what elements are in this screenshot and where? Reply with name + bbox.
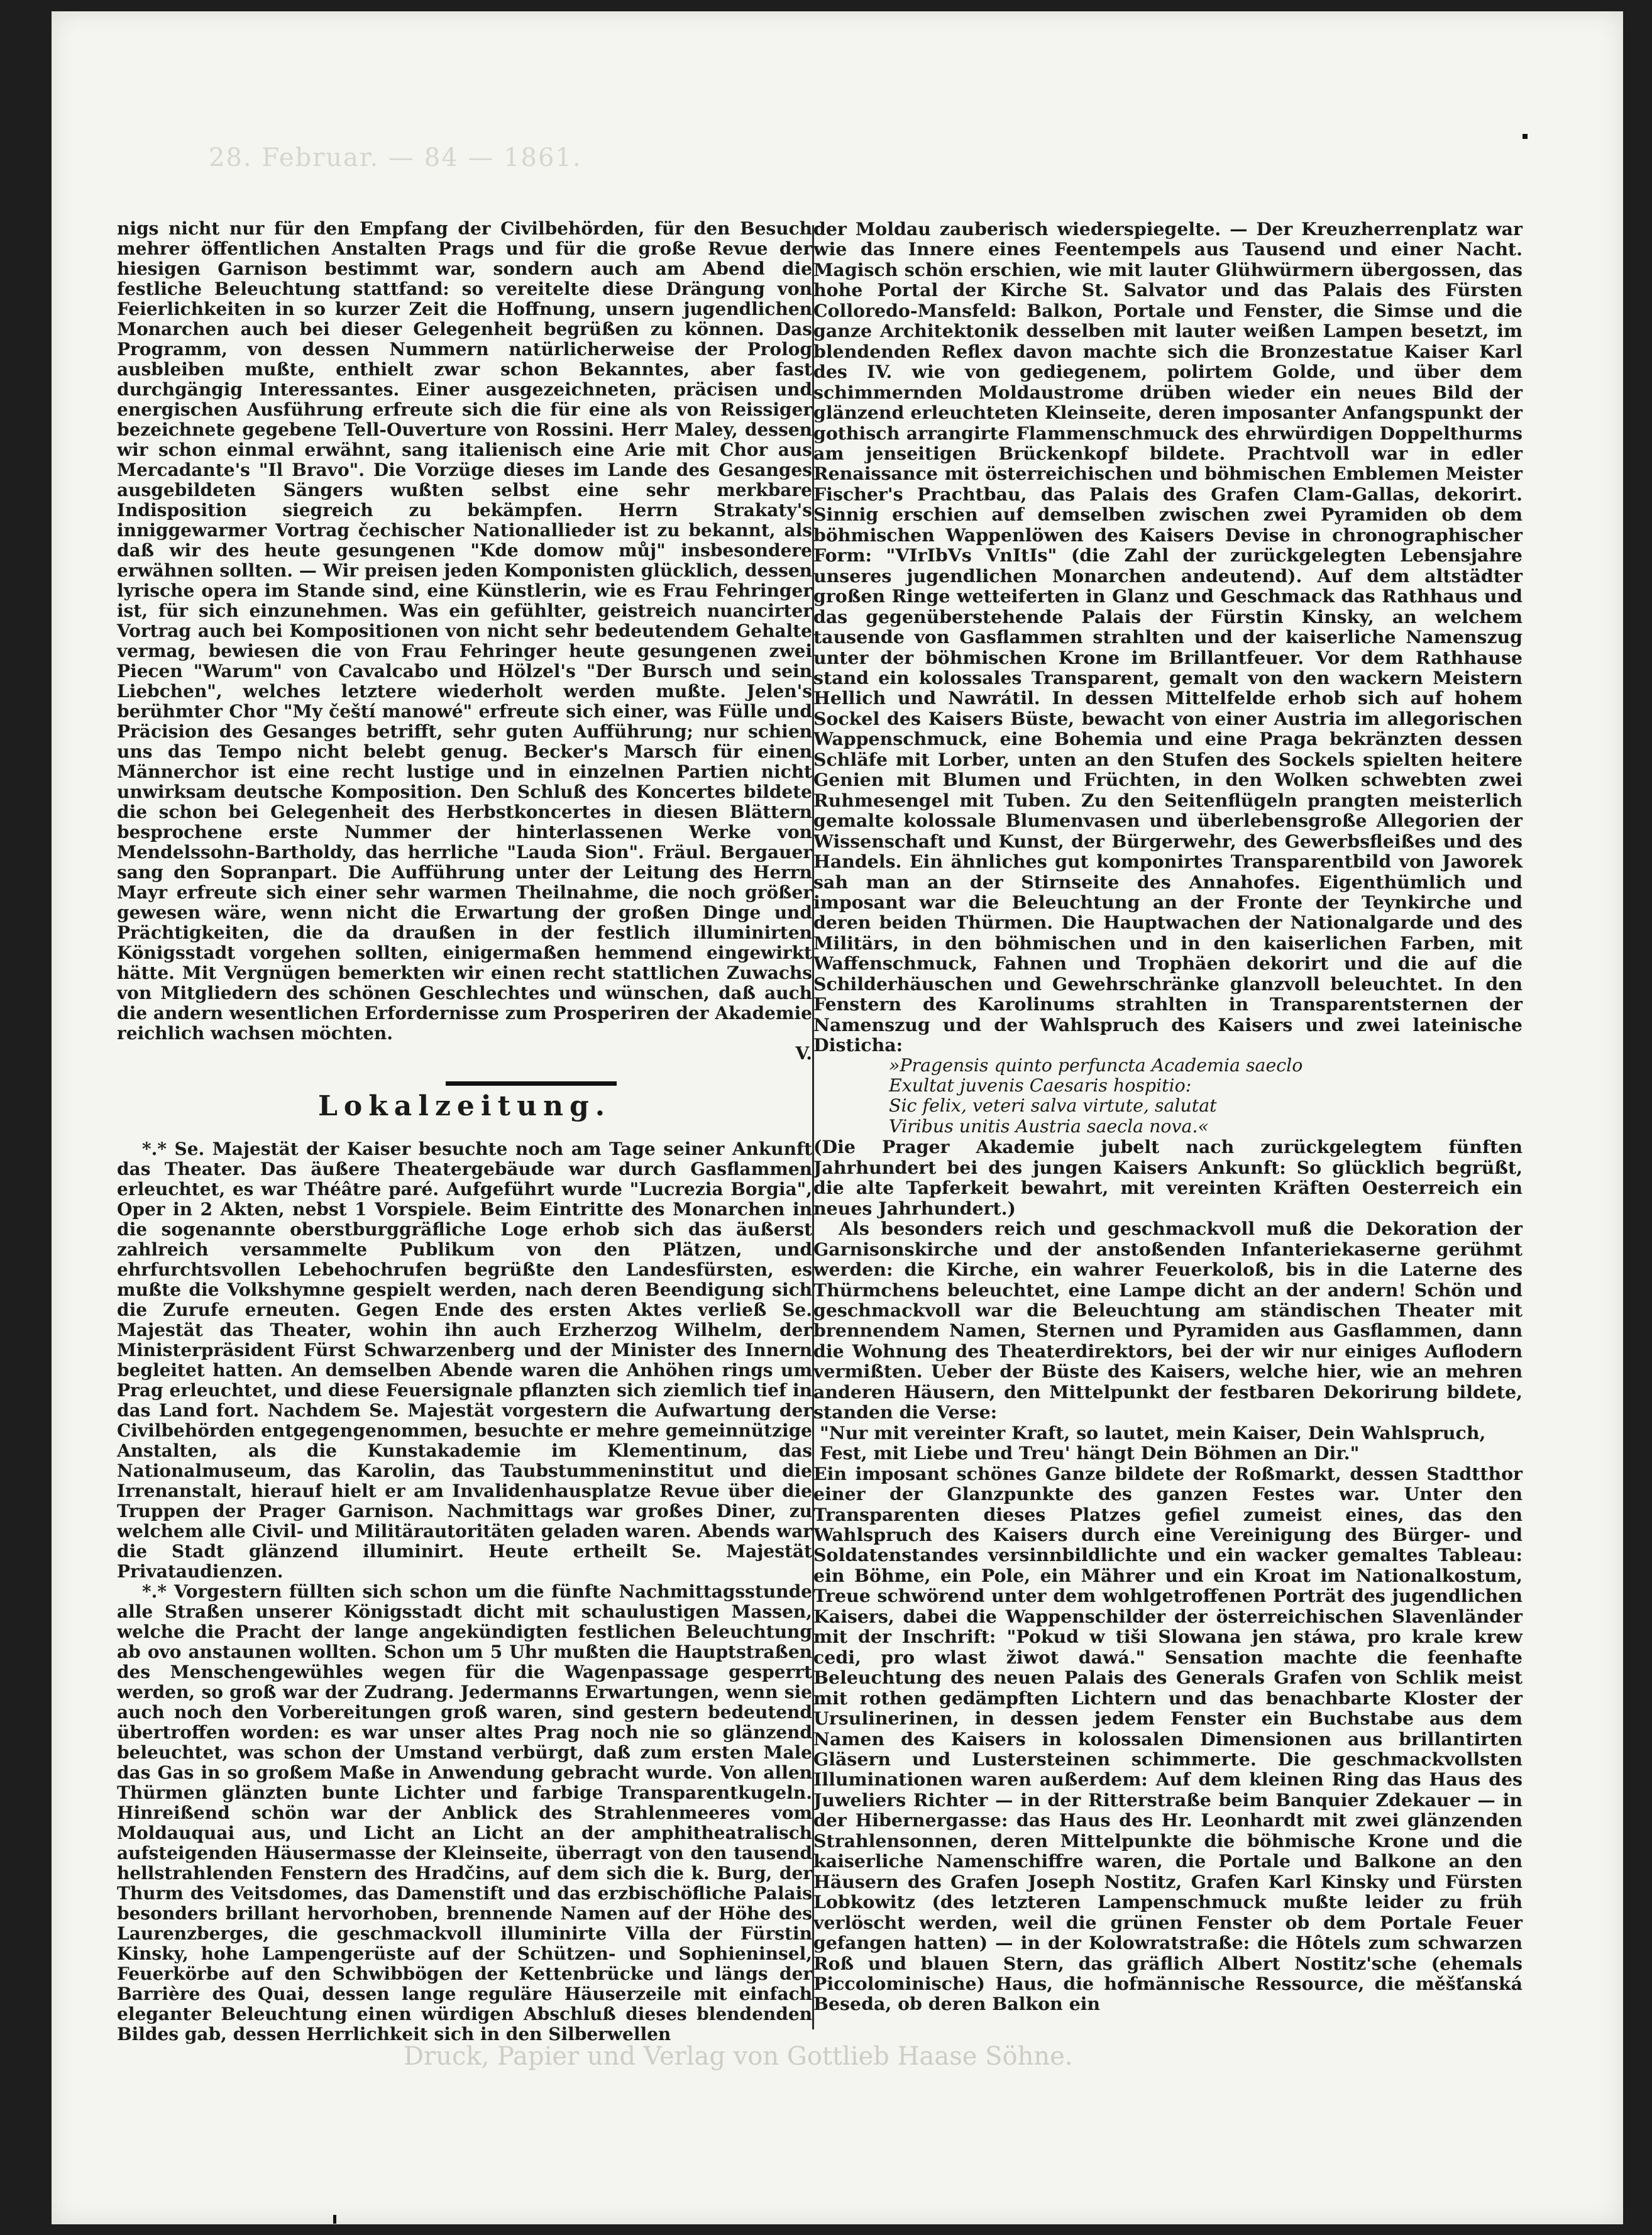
margin-speck (1523, 134, 1528, 139)
right-column (813, 219, 1523, 2014)
latin-verse-line: »Pragensis quinto perfuncta Academia saeclo (889, 1054, 1303, 1076)
concert-review-continuation: nigs nicht nur für den Empfang der Civilbehörden, für den Besuch mehrer öffentlichen Anstalten Prags und für die große Revue der hiesigen Garnison bestimmt war, sondern auch am Abend die festliche Beleuchtung stattfand: so vereitelte diese Drängung von Feierlichkeiten in so kurzer Zeit die Hoffnung, unsern jugendlichen Monarchen auch bei dieser Gelegenheit begrüßen zu können. Das Programm, von dessen Nummern natürlicherweise der Prolog ausbleiben mußte, enthielt zwar schon Bekanntes, aber fast durchgängig Interessantes. Einer ausgezeichneten, präcisen und energischen Ausführung erfreute sich die für eine als von Reissiger bezeichnete gegebene Tell-Ouverture von Rossini. Herr Maley, dessen wir schon einmal erwähnt, sang italienisch eine Arie mit Chor aus Mercadante's "Il Bravo". Die Vorzüge dieses im Lande des Gesanges ausgebildeten Sängers wußten selbst eine sehr merkbare Indisposition siegreich zu bekämpfen. Herrn Strakaty's inniggewarmer Vortrag čechischer Nationallieder ist zu bekannt, als daß wir des heute gesungenen "Kde domow můj" insbesondere erwähnen sollten. — Wir preisen jeden Komponisten glücklich, dessen lyrische opera im Stande sind, eine Künstlerin, wie es Frau Fehringer ist, für sich einzunehmen. Was ein gefühlter, geistreich nuancirter Vortrag auch bei Kompositionen von nicht sehr bedeutendem Gehalte vermag, bewiesen die von Frau Fehringer heute gesungenen zwei Piecen "Warum" von Cavalcabo und Hölzel's "Der Bursch und sein Liebchen", welches letztere wiederholt werden mußte. Jelen's berühmter Chor "My čeští manowé" erfreute sich einer, was Fülle und Präcision des Gesanges betrifft, sehr guten Aufführung; nur schien uns das Tempo nicht belebt genug. Becker's Marsch für einen Männerchor ist eine recht lustige und in einzelnen Partien nicht unwirksam deutsche Komposition. Den Schluß des Koncertes bildete die schon bei Gelegenheit des Herbstkoncertes in diesen Blättern besprochene erste Nummer der hinterlassenen Werke von Mendelssohn-Bartholdy, das herrliche "Lauda Sion". Fräul. Bergauer sang den Sopranpart. Die Aufführung unter der Leitung des Herrn Mayr erfreute sich einer sehr warmen Theilnahme, die noch größer gewesen wäre, wenn nicht die Erwartung der großen Dinge und Prächtigkeiten, die da draußen in der festlich illuminirten Königsstadt vorgehen sollten, einigermaßen hemmend eingewirkt hätte. Mit Vergnügen bemerkten wir einen recht stattlichen Zuwachs von Mitgliedern des schönen Geschlechtes und wünschen, daß auch die andern wesentlichen Erfordernisse zum Prosperiren der Akademie reichlich wachsen möchten. (117, 218, 812, 1044)
article-paragraph: *.* Vorgestern füllten sich schon um die fünfte Nachmittagsstunde alle Straßen unserer Königsstadt dicht mit schaulustigen Massen, welche die Pracht der lange angekündigten festlichen Beleuchtung ab ovo anstaunen wollten. Schon um 5 Uhr mußten die Hauptstraßen des Menschengewühles wegen für die Wagenpassage gesperrt werden, so groß war der Zudrang. Jedermanns Erwartungen, wenn sie auch noch den Vorbereitungen groß waren, sind gestern bedeutend übertroffen worden: es war unser altes Prag noch nie so glänzend beleuchtet, was schon der Umstand verbürgt, daß zum ersten Male das Gas in so großem Maße in Anwendung gebracht wurde. Von allen Thürmen glänzten bunte Lichter und farbige Transparentkugeln. Hinreißend schön war der Anblick des Strahlenmeeres vom Moldauquai aus, und Licht an Licht an der amphitheatralisch aufsteigenden Häusermasse der Kleinseite, überragt von den tausend hellstrahlenden Fenstern des Hradčins, auf dem sich die k. Burg, der Thurm des Veitsdomes, das Damenstift und das erzbischöfliche Palais besonders brillant hervorhoben, brennende Namen auf der Höhe des Laurenzberges, die geschmackvoll illuminirte Villa der Fürstin Kinsky, hohe Lampengerüste auf der Schützen- und Sophieninsel, Feuerkörbe auf den Schwibbögen der Kettenbrücke und längs der Barrière des Quai, dessen lange reguläre Häuserzeile mit einfach eleganter Beleuchtung einen würdigen Abschluß dieses blendenden Bildes gab, dessen Herrlichkeit sich in den Silberwellen (117, 1581, 812, 2045)
latin-verse-line: Viribus unitis Austria saecla nova.« (889, 1115, 1209, 1137)
newspaper-page (52, 11, 1623, 2224)
section-rule (446, 1081, 617, 1086)
show-through-header: 28. Februar. — 84 — 1861. (209, 143, 582, 172)
section-title: Lokalzeitung. (317, 1090, 612, 1122)
translation-note: (Die Prager Akademie jubelt nach zurückgelegtem fünften Jahrhundert bei des jungen Kaisers Ankunft: So glücklich begrüßt, die alte Tapferkeit bewahrt, mit vereinten Kräften Oesterreich ein neues Jahrhundert.) (813, 1136, 1523, 1219)
latin-verse-line: Sic felix, veteri salva virtute, salutat (889, 1095, 1217, 1117)
section-header (117, 1064, 812, 1139)
article-paragraph: *.* Se. Majestät der Kaiser besuchte noch am Tage seiner Ankunft das Theater. Das äußere Theatergebäude war durch Gasflammen erleuchtet, es war Théâtre paré. Aufgeführt wurde "Lucrezia Borgia", Oper in 2 Akten, nebst 1 Vorspiele. Beim Eintritte des Monarchen in die sogenannte oberstburggräfliche Loge erhob sich das äußerst zahlreich versammelte Publikum von den Plätzen, und ehrfurchtsvollen Lebehochrufen begrüßte den Landesfürsten, es mußte die Volkshymne gespielt werden, nach deren Beendigung sich die Zurufe erneuten. Gegen Ende des ersten Aktes verließ Se. Majestät das Theater, wohin ihn auch Erzherzog Wilhelm, der Ministerpräsident Fürst Schwarzenberg und der Minister des Innern begleitet hatten. An demselben Abende waren die Anhöhen rings um Prag erleuchtet, und diese Feuersignale pflanzten sich ziemlich tief in das Land fort. Nachdem Se. Majestät vorgestern die Aufwartung der Civilbehörden entgegengenommen, besuchte er mehre gemeinnützige Anstalten, als die Kunstakademie im Klementinum, das Nationalmuseum, das Karolin, das Taubstummeninstitut und die Irrenanstalt, hierauf hielt er am Invalidenhausplatze Revue über die Truppen der Prager Garnison. Nachmittags war großes Diner, zu welchem alle Civil- und Militärautoritäten geladen waren. Abends war die Stadt glänzend illuminirt. Heute ertheilt Se. Majestät Privataudienzen. (117, 1139, 812, 1582)
article-paragraph: Ein imposant schönes Ganze bildete der Roßmarkt, dessen Stadtthor einer der Glanzpunkte des ganzen Festes war. Unter den Transparenten dieses Platzes gefiel zumeist eines, das den Wahlspruch des Kaisers durch eine Vereinigung des Bürger- und Soldatenstandes versinnbildlichte und ein wacker gemaltes Tableau: ein Böhme, ein Pole, ein Mährer und ein Kroat im Nationalkostum, Treue schwörend unter dem wohlgetroffenen Porträt des jugendlichen Kaisers, dabei die Wappenschilder der österreichischen Slavenländer mit der Inschrift: "Pokud w tiši Slowana jen stáwa, pro krale krew cedi, pro wlast žiwot dawá." Sensation machte die feenhafte Beleuchtung des neuen Palais des Generals Grafen von Schlik meist mit rothen gedämpften Lichtern und das benachbarte Kloster der Ursulinerinen, in dessen jedem Fenster ein Buchstabe aus dem Namen des Kaisers in kolossalen Dimensionen aus brillantirten Gläsern und Lustersteinen schimmerte. Die geschmackvollsten Illuminationen waren außerdem: Auf dem kleinen Ring das Haus des Juweliers Richter — in der Ritterstraße beim Banquier Zdekauer — in der Hibernergasse: das Haus des Hr. Leonhardt mit zwei glänzenden Strahlensonnen, deren Mittelpunkte die böhmische Krone und die kaiserliche Namenschiffre waren, die Portale und Balkone an den Häusern des Grafen Joseph Nostitz, Grafen Karl Kinsky und Fürsten Lobkowitz (des letzteren Lampenschmuck mußte leider zu früh verlöscht werden, weil die grünen Fenster ob dem Portale Feuer gefangen hatten) — in der Kolowratstraße: die Hôtels zum schwarzen Roß und blauen Stern, das gräflich Albert Nostitz'sche (ehemals Piccolominische) Haus, die hofmännische Ressource, die měšťanská Beseda, ob deren Balkon ein (813, 1462, 1523, 2015)
show-through-footer: Druck, Papier und Verlag von Gottlieb Haase Söhne. (404, 2042, 1073, 2071)
german-verse: "Nur mit vereinter Kraft, so lautet, mein Kaiser, Dein Wahlspruch, Fest, mit Liebe und Treu' hängt Dein Böhmen an Dir." (820, 1421, 1486, 1464)
article-paragraph: Als besonders reich und geschmackvoll muß die Dekoration der Garnisonskirche und der anstoßenden Infanteriekaserne gerühmt werden: die Kirche, ein wahrer Feuerkoloß, bis in die Laterne des Thürmchens beleuchtet, eine Lampe dicht an der andern! Schön und geschmackvoll war die Beleuchtung am ständischen Theater mit brennendem Namen, Sternen und Pyramiden aus Gasflammen, dann die Wohnung des Theaterdirektors, bei der wir nur einiges Auflodern vermißten. Ueber der Büste des Kaisers, welche hier, wie an mehren anderen Häusern, den Mittelpunkt der festbaren Dekorirung bildete, standen die Verse: (813, 1218, 1523, 1423)
margin-speck (333, 2215, 336, 2224)
left-column (117, 219, 812, 2045)
latin-verse-line: Exultat juvenis Caesaris hospitio: (889, 1075, 1192, 1096)
article-paragraph: der Moldau zauberisch wiederspiegelte. — Der Kreuzherrenplatz war wie das Innere eines Feentempels aus Tausend und einer Nacht. Magisch schön erschien, wie mit lauter Glühwürmern übergossen, das hohe Portal der Kirche St. Salvator und das Palais des Fürsten Colloredo-Mansfeld: Balkon, Portale und Fenster, die Simse und die ganze Architektonik desselben mit lauter weißen Lampen besetzt, im blendenden Reflex davon machte sich die Bronzestatue Kaiser Karl des IV. wie von gediegenem, polirtem Golde, und über dem schimmernden Moldaustrome drüben wieder ein neues Bild der glänzend erleuchteten Kleinseite, deren imposanter Anfangspunkt der gothisch arrangirte Flammenschmuck des ehrwürdigen Doppelthurms am jenseitigen Brückenkopf bildete. Prachtvoll war in edler Renaissance mit österreichischen und böhmischen Emblemen Meister Fischer's Prachtbau, das Palais des Grafen Clam-Gallas, dekorirt. Sinnig erschien auf demselben zwischen zwei Pyramiden ob dem böhmischen Wappenlöwen des Kaisers Devise in chronographischer Form: "VIrIbVs VnItIs" (die Zahl der zurückgelegten Lebensjahre unseres jugendlichen Monarchen andeutend). Auf dem altstädter großen Ringe wetteiferten in Glanz und Geschmack das Rathhaus und das gegenüberstehende Palais der Fürstin Kinsky, an welchem tausende von Gasflammen strahlten und der kaiserliche Namenszug unter der böhmischen Krone im Brillantfeuer. Vor dem Rathhause stand ein kolossales Transparent, gemalt von den wackern Meistern Hellich und Nawrátil. In dessen Mittelfelde erhob sich auf hohem Sockel des Kaisers Büste, bewacht von einer Austria im allegorischen Wappenschmuck, eine Bohemia und eine Praga bekränzten dessen Schläfe mit Lorber, unten an den Stufen des Sockels spielten heitere Genien mit Blumen und Früchten, in den Wolken schwebten zwei Ruhmesengel mit Tuben. Zu den Seitenflügeln prangten meisterlich gemalte kolossale Blumenvasen und überlebensgroße Allegorien der Wissenschaft und Kunst, der Bürgerwehr, des Gewerbsfleißes und des Handels. Ein ähnliches gut komponirtes Transparentbild von Jaworek sah man an der Stirnseite des Annahofes. Eigenthümlich und imposant war die Beleuchtung an der Fronte der Teynkirche und deren beiden Thürmen. Die Hauptwachen der Nationalgarde und des Militärs, in den böhmischen und in den kaiserlichen Farben, mit Waffenschmuck, Fahnen und Trophäen dekorirt und die auf die Schilderhäuschen und Gewehrschränke glanzvoll beleuchtet. In den Fenstern des Karolinums strahlten in Transparentsternen der Namenszug und der Wahlspruch des Kaisers und zwei lateinische Disticha: (813, 218, 1523, 1056)
author-signature: V. (795, 1043, 812, 1064)
